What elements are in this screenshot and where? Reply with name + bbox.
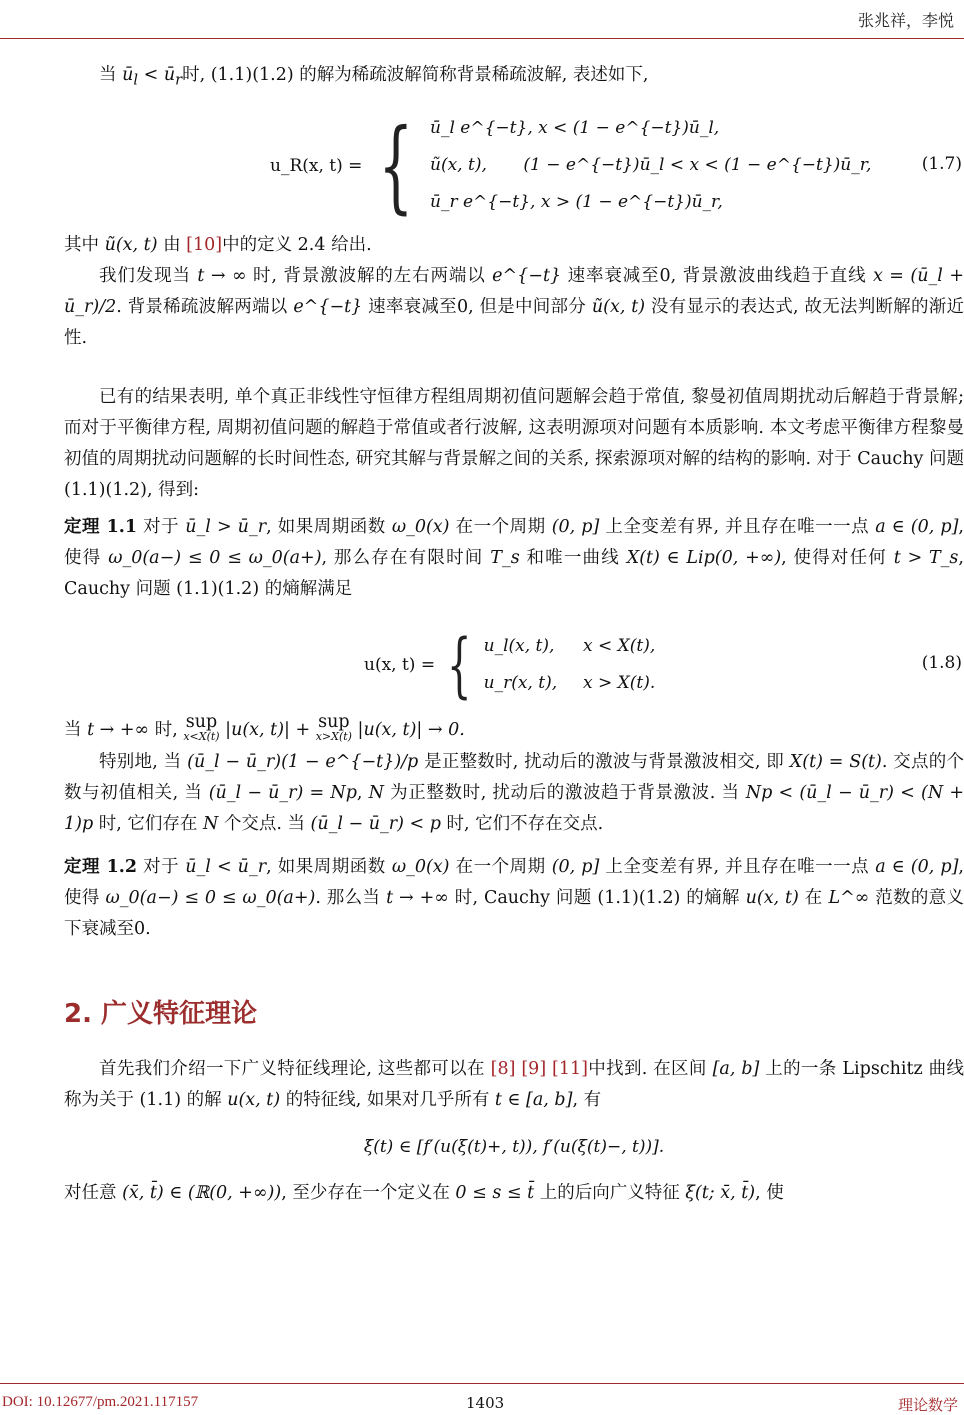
citation-link[interactable]: [9] [521,1058,547,1079]
left-brace: { [447,623,472,706]
text: 时, (1.1)(1.2) 的解为稀疏波解简称背景稀疏波解, 表述如下, [182,65,649,85]
equation-lhs: u(x, t) = [364,654,436,675]
equation-lhs: u_R(x, t) = [270,155,363,176]
cases [484,628,656,702]
equation-number: (1.8) [921,652,962,673]
citation-link[interactable]: [10] [186,234,223,255]
page-header [0,0,964,39]
paragraph-asymptotic-discussion: 我们发现当 t → ∞ 时, 背景激波解的左右两端以 e^{−t} 速率衰减至0, 背景激波曲线趋于直线 x = (ū_l + ū_r)/2. 背景稀疏波解两端以 e^{−t} 速率衰减至0, 但是中间部分 ũ(x, t) 没有显示的表达式, 故无法判断解的渐近性. [64,265,964,348]
theorem-1-1: 定理 1.1 对于 ū_l > ū_r, 如果周期函数 ω_0(x) 在一个周期 (0, p] 上全变差有界, 并且存在唯一一点 a ∈ (0, p], 使得 ω_0(a−) ≤ 0 ≤ ω_0(a+), 那么存在有限时间 T_s 和唯一曲线 X(t) ∈ Lip(0, +∞), 使得对任何 t > T_s, Cauchy 问题 (1.1)(1.2) 的熵解满足 [64,516,964,599]
case-row: ū_l e^{−t}, x < (1 − e^{−t})ū_l, [430,118,720,138]
citation-link[interactable]: [8] [490,1058,516,1079]
text: 当 [99,65,123,85]
case-row: ū_r e^{−t}, x > (1 − e^{−t})ū_r, [430,192,723,212]
page-body [64,58,964,1209]
doi-link[interactable]: DOI: 10.12677/pm.2021.117157 [2,1394,199,1410]
paragraph-rarefaction-intro [64,60,964,96]
citation-link[interactable]: [11] [552,1058,588,1079]
case-row: u_r(x, t), x > X(t). [483,672,656,693]
theorem-label: 定理 1.1 [64,516,138,537]
equation-1-7 [64,102,964,230]
header-authors: 张兆祥，李悦 [857,11,954,30]
paragraph-generalized-characteristics: 首先我们介绍一下广义特征线理论, 这些都可以在 [8] [9] [11]中找到. 在区间 [a, b] 上的一条 Lipschitz 曲线称为关于 (1.1) 的解 u(x, t) 的特征线, 如果对几乎所有 t ∈ [a, b], 有 [64,1058,964,1110]
case-row: u_l(x, t), x < X(t), [483,635,656,656]
equation-number: (1.7) [921,153,962,174]
cases [430,110,871,221]
journal-name[interactable]: 理论数学 [897,1396,958,1414]
theorem-1-2: 定理 1.2 对于 ū_l < ū_r, 如果周期函数 ω_0(x) 在一个周期 (0, p] 上全变差有界, 并且存在唯一一点 a ∈ (0, p], 使得 ω_0(a−) ≤ 0 ≤ ω_0(a+). 那么当 t → +∞ 时, Cauchy 问题 (1.1)(1.2) 的熵解 u(x, t) 在 L^∞ 范数的意义下衰减至0. [64,856,964,939]
left-brace: { [378,106,414,224]
math-inline: $ū_l$ [122,65,139,89]
equation-1-8 [64,617,964,713]
page-number: 1403 [466,1394,505,1412]
paragraph-known-results: 已有的结果表明, 单个真正非线性守恒律方程组周期初值问题解会趋于常值, 黎曼初值周期扰动后解趋于背景解; 而对于平衡律方程, 周期初值问题的解趋于常值或者行波解, 这表明源项对问题有本质影响. 本文考虑平衡律方程黎曼初值的周期扰动问题解的长时间性态, 研究其解与背景解之间的关系, 探索源项对解的结构的影响. 对于 Cauchy 问题 (1.1)(1.2), 得到: [64,386,964,500]
section-heading: 2. 广义特征理论 [64,998,258,1029]
theorem-label: 定理 1.2 [64,856,138,877]
case-row: ũ(x, t), (1 − e^{−t})ū_l < x < (1 − e^{−t})ū_r, [430,155,872,175]
page-footer [0,1383,964,1415]
sup-operator: sup x>X(t) [315,711,352,743]
paragraph-limit: 当 t → +∞ 时, sup x<X(t) |u(x, t)| + sup x>X(t) |u(x, t)| → 0. [64,711,465,743]
paragraph-backward-characteristic: 对任意 (x̄, t̄) ∈ (ℝ(0, +∞)), 至少存在一个定义在 0 ≤ s ≤ t̄ 上的后向广义特征 ξ(t; x̄, t̄), 使 [64,1182,784,1203]
math-inline: $ū_r$ [163,65,183,89]
equation-characteristic: ξ̇(t) ∈ [f′(u(ξ(t)+, t)), f′(u(ξ(t)−, t))]. [363,1136,665,1157]
sup-operator: sup x<X(t) [183,711,220,743]
paragraph-intersection: 特别地, 当 (ū_l − ū_r)(1 − e^{−t})/p 是正整数时, 扰动后的激波与背景激波相交, 即 X(t) = S(t). 交点的个数与初值相关, 当 (ū_l − ū_r) = Np, N 为正整数时, 扰动后的激波趋于背景激波. 当 Np < (ū_l − ū_r) < (N + 1)p 时, 它们存在 N 个交点. 当 (ū_l − ū_r) < p 时, 它们不存在交点. [64,751,964,834]
text: < [138,65,164,85]
paragraph-definition-ref: 其中 ũ(x, t) 由 [10]中的定义 2.4 给出. [64,234,372,255]
